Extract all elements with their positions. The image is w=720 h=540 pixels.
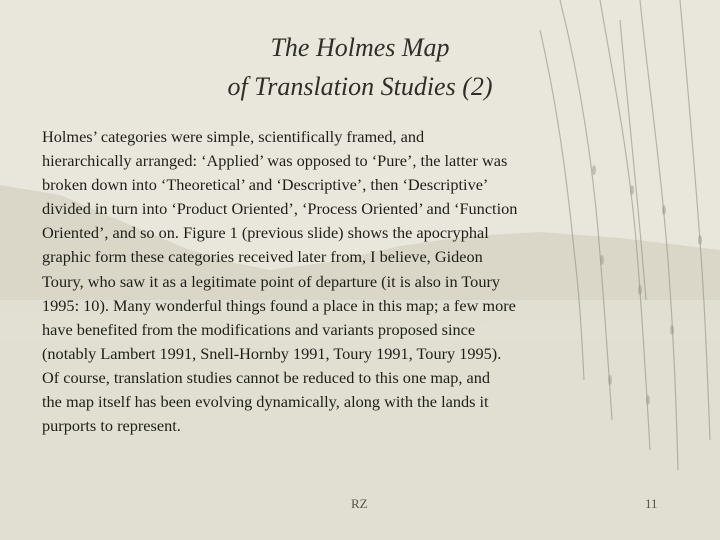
body-line: 1995: 10). Many wonderful things found a place in this map; a few more (42, 295, 516, 315)
footer-author: RZ (351, 496, 368, 511)
title-line-2: of Translation Studies (2) (227, 72, 493, 101)
body-line: Toury, who saw it as a legitimate point of departure (it is also in Toury (42, 271, 501, 291)
body-line: hierarchically arranged: ‘Applied’ was opposed to ‘Pure’, the latter was (42, 151, 508, 171)
slide-body (42, 125, 642, 438)
body-line: Holmes’ categories were simple, scientifically framed, and (42, 127, 425, 146)
body-line: divided in turn into ‘Product Oriented’, ‘Process Oriented’ and ‘Function (42, 199, 518, 219)
body-line: graphic form these categories received later from, I believe, Gideon (42, 247, 483, 267)
page-number: 11 (645, 496, 658, 511)
body-line: purports to represent. (42, 416, 181, 436)
body-line: the map itself has been evolving dynamically, along with the lands it (42, 392, 489, 412)
title-line-1: The Holmes Map (270, 33, 450, 62)
body-line: Oriented’, and so on. Figure 1 (previous slide) shows the apocryphal (42, 223, 489, 243)
slide-title (0, 28, 720, 106)
body-line: Of course, translation studies cannot be reduced to this one map, and (42, 367, 491, 387)
body-line: have benefited from the modifications and variants proposed since (42, 319, 476, 339)
body-line: broken down into ‘Theoretical’ and ‘Descriptive’, then ‘Descriptive’ (42, 175, 489, 195)
body-line: (notably Lambert 1991, Snell-Hornby 1991, Toury 1991, Toury 1995). (42, 343, 502, 363)
